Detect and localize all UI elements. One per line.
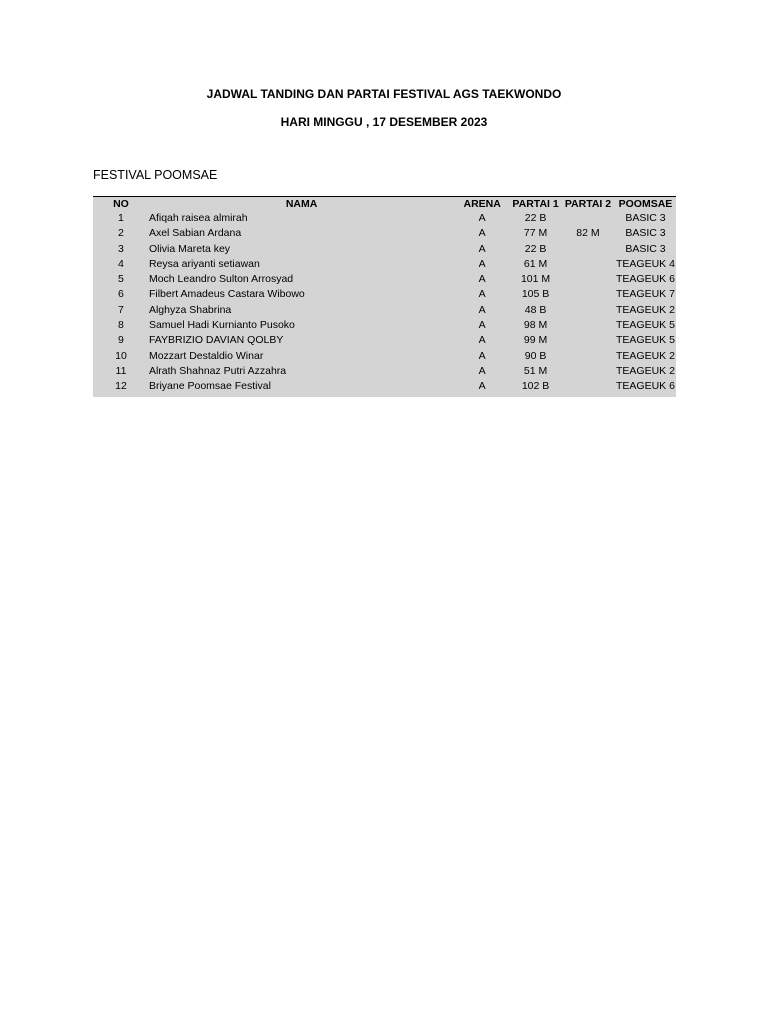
- cell-nama: Alrath Shahnaz Putri Azzahra: [148, 364, 287, 377]
- cell-nama: Reysa ariyanti setiawan: [148, 257, 260, 270]
- cell-arena: A: [478, 380, 486, 393]
- header-poomsae: POOMSAE: [618, 198, 673, 210]
- cell-no: 12: [115, 380, 127, 393]
- header-partai-1: PARTAI 1: [512, 198, 559, 210]
- cell-partai-2: [561, 303, 615, 318]
- table-row: [93, 303, 676, 318]
- table-row: [93, 226, 676, 241]
- table-row: [93, 272, 676, 287]
- cell-poomsae: TEAGEUK 5: [615, 334, 675, 347]
- cell-nama: Olivia Mareta key: [148, 242, 231, 255]
- cell-nama: Afiqah raisea almirah: [148, 212, 248, 224]
- header-partai-2: PARTAI 2: [564, 198, 612, 210]
- cell-arena: A: [478, 257, 486, 270]
- cell-arena: A: [478, 364, 486, 377]
- table-row: [93, 257, 676, 272]
- cell-arena: A: [478, 303, 486, 316]
- cell-no: 8: [118, 319, 124, 332]
- cell-partai-1: 77 M: [523, 227, 548, 240]
- schedule-table: [93, 196, 676, 397]
- cell-poomsae: BASIC 3: [625, 242, 666, 255]
- cell-partai-1: 48 B: [524, 303, 547, 316]
- header-nama: NAMA: [285, 198, 318, 210]
- cell-nama: Mozzart Destaldio Winar: [148, 349, 264, 362]
- cell-poomsae: TEAGEUK 2: [615, 349, 675, 362]
- cell-partai-1: 90 B: [524, 349, 547, 362]
- table-row: [93, 211, 676, 226]
- cell-partai-2: [561, 333, 615, 348]
- cell-arena: A: [478, 212, 486, 224]
- cell-arena: A: [478, 273, 486, 286]
- cell-poomsae: TEAGEUK 2: [615, 303, 675, 316]
- cell-nama: Alghyza Shabrina: [148, 303, 232, 316]
- cell-partai-2: [561, 242, 615, 257]
- cell-no: 6: [118, 288, 124, 301]
- cell-partai-1: 51 M: [523, 364, 548, 377]
- cell-nama: Briyane Poomsae Festival: [148, 380, 271, 393]
- cell-no: 5: [118, 273, 124, 286]
- header-no: NO: [113, 198, 129, 210]
- cell-partai-1: 98 M: [523, 319, 548, 332]
- cell-nama: Moch Leandro Sulton Arrosyad: [148, 273, 294, 286]
- cell-arena: A: [478, 334, 486, 347]
- cell-poomsae: TEAGEUK 7: [615, 288, 675, 301]
- cell-no: 7: [118, 303, 124, 316]
- cell-partai-1: 105 B: [521, 288, 550, 301]
- document-subtitle: HARI MINGGU , 17 DESEMBER 2023: [280, 115, 488, 129]
- cell-no: 1: [118, 212, 124, 224]
- cell-partai-2: [561, 364, 615, 379]
- cell-nama: Filbert Amadeus Castara Wibowo: [148, 288, 305, 301]
- cell-nama: Samuel Hadi Kurnianto Pusoko: [148, 319, 295, 332]
- cell-partai-1: 101 M: [520, 273, 551, 286]
- cell-poomsae: BASIC 3: [625, 212, 666, 224]
- cell-arena: A: [478, 242, 486, 255]
- cell-partai-2: [561, 287, 615, 302]
- cell-poomsae: TEAGEUK 6: [615, 380, 675, 393]
- cell-partai-1: 61 M: [523, 257, 548, 270]
- cell-poomsae: TEAGEUK 2: [615, 364, 675, 377]
- cell-partai-1: 99 M: [523, 334, 548, 347]
- cell-partai-2: [561, 211, 615, 226]
- cell-arena: A: [478, 349, 486, 362]
- document-title: JADWAL TANDING DAN PARTAI FESTIVAL AGS TAEKWONDO: [206, 87, 562, 101]
- cell-no: 11: [115, 364, 127, 377]
- cell-partai-2: [561, 349, 615, 364]
- cell-partai-1: 22 B: [524, 242, 547, 255]
- cell-partai-2: [561, 257, 615, 272]
- cell-arena: A: [478, 227, 486, 240]
- table-row: [93, 379, 676, 396]
- table-header-row: [93, 197, 676, 212]
- cell-poomsae: TEAGEUK 6: [615, 273, 675, 286]
- header-arena: ARENA: [463, 198, 501, 210]
- cell-no: 10: [115, 349, 127, 362]
- cell-nama: FAYBRIZIO DAVIAN QOLBY: [148, 334, 284, 347]
- cell-nama: Axel Sabian Ardana: [148, 227, 242, 240]
- cell-partai-2: 82 M: [576, 227, 600, 240]
- cell-arena: A: [478, 288, 486, 301]
- table-row: [93, 318, 676, 333]
- cell-partai-2: [561, 318, 615, 333]
- table-row: [93, 349, 676, 364]
- cell-partai-1: 102 B: [521, 380, 550, 393]
- cell-partai-1: 22 B: [524, 212, 547, 224]
- table-row: [93, 242, 676, 257]
- cell-arena: A: [478, 319, 486, 332]
- cell-poomsae: TEAGEUK 5: [615, 319, 675, 332]
- table-row: [93, 333, 676, 348]
- section-title: FESTIVAL POOMSAE: [93, 168, 218, 182]
- cell-partai-2: [561, 272, 615, 287]
- cell-no: 2: [118, 227, 124, 240]
- cell-poomsae: TEAGEUK 4: [615, 257, 675, 270]
- table-row: [93, 287, 676, 302]
- cell-no: 3: [118, 242, 124, 255]
- cell-no: 4: [118, 257, 124, 270]
- cell-partai-2: [561, 379, 615, 396]
- table-row: [93, 364, 676, 379]
- cell-poomsae: BASIC 3: [625, 227, 666, 240]
- cell-no: 9: [118, 334, 124, 347]
